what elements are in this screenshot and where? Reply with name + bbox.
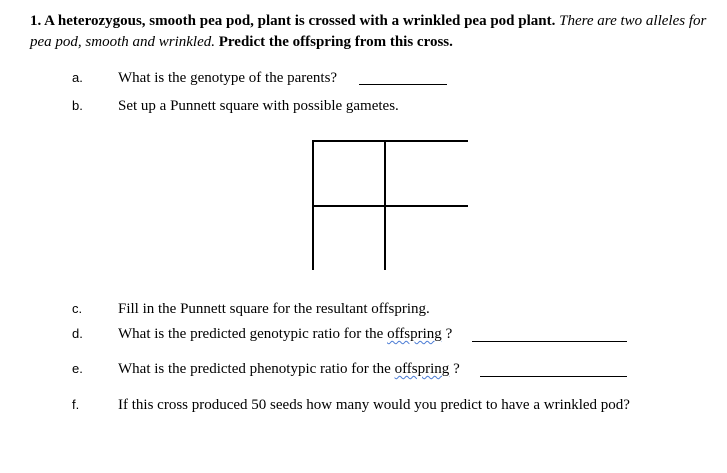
question-instruction: Predict the offspring from this cross.	[218, 34, 453, 50]
item-text: Fill in the Punnett square for the resultant offspring.	[118, 301, 430, 317]
item-b	[0, 96, 727, 118]
question-note: There are two alleles for pea pod, smooth and wrinkled.	[30, 13, 707, 50]
item-text-before: What is the predicted phenotypic ratio for the	[118, 361, 391, 377]
question-lead: 1. A heterozygous, smooth pea pod, plant is crossed with a wrinkled pea pod plant.	[30, 13, 556, 29]
item-text: If this cross produced 50 seeds how many would you predict to have a wrinkled pod?	[118, 397, 630, 413]
spelling-underline: offspring	[387, 326, 442, 342]
item-text: What is the genotype of the parents?	[118, 70, 338, 86]
answer-blank-e[interactable]	[480, 376, 627, 377]
item-text-before: What is the predicted genotypic ratio for the	[118, 326, 384, 342]
item-a	[0, 68, 727, 90]
item-text-after: ?	[453, 361, 460, 377]
item-letter: e.	[72, 361, 83, 376]
item-e	[0, 359, 727, 381]
item-d	[0, 324, 727, 346]
item-letter: f.	[72, 397, 80, 412]
item-letter: b.	[72, 98, 83, 113]
punnett-square[interactable]	[312, 140, 468, 270]
item-letter: a.	[72, 70, 83, 85]
punnett-middle-horizontal-line	[312, 205, 468, 207]
spelling-underline: offspring	[394, 361, 450, 377]
item-letter: d.	[72, 326, 83, 341]
item-text: Set up a Punnett square with possible gametes.	[118, 98, 399, 114]
answer-blank-d[interactable]	[472, 341, 627, 342]
answer-blank-a[interactable]	[359, 84, 447, 85]
item-letter: c.	[72, 301, 83, 316]
item-text	[118, 359, 460, 379]
item-c	[0, 299, 727, 321]
item-text	[118, 324, 452, 344]
question-header	[30, 11, 710, 53]
punnett-top-line	[312, 140, 468, 142]
item-text-after: ?	[445, 326, 453, 342]
item-f	[0, 395, 727, 417]
